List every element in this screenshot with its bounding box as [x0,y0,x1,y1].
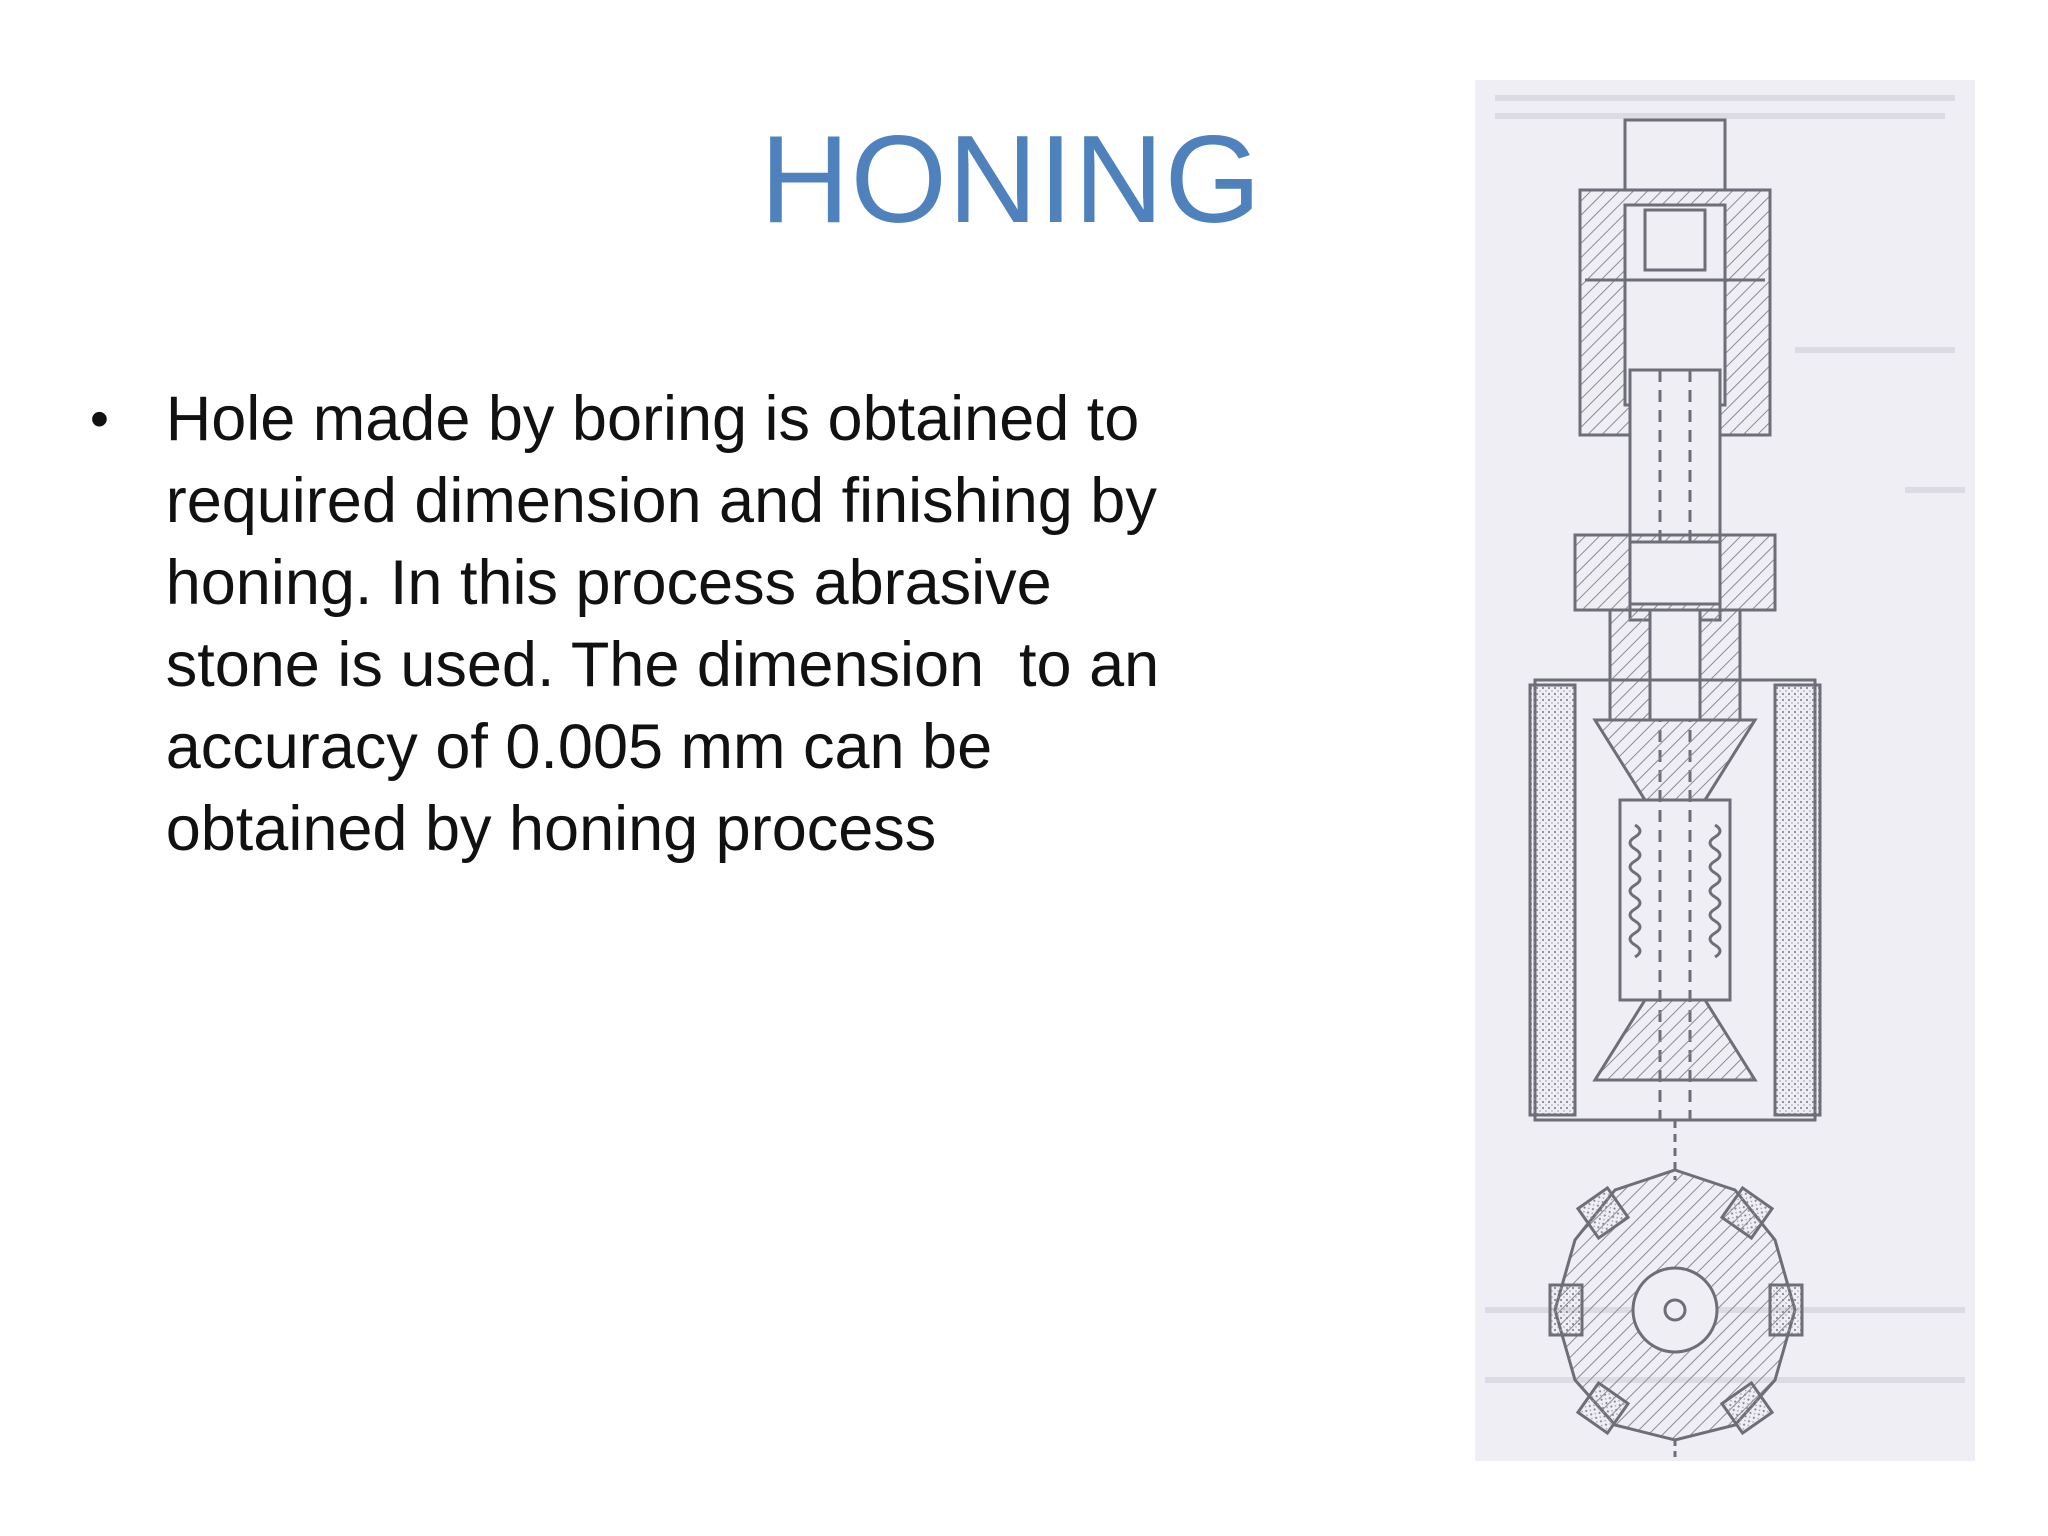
bullet-item [82,378,1282,870]
honing-tool-drawing-icon [1475,80,1975,1461]
bullet-marker: • [90,389,109,449]
bullet-text: Hole made by boring is obtained to required dimension and finishing by honing. In this process abrasive stone is used. The dimension to an accuracy of 0.005 mm can be obtained by honing process [165,384,1160,864]
honing-tool-figure [1475,80,1975,1461]
slide-title: HONING [760,111,1262,249]
bullet-list [82,378,1282,870]
